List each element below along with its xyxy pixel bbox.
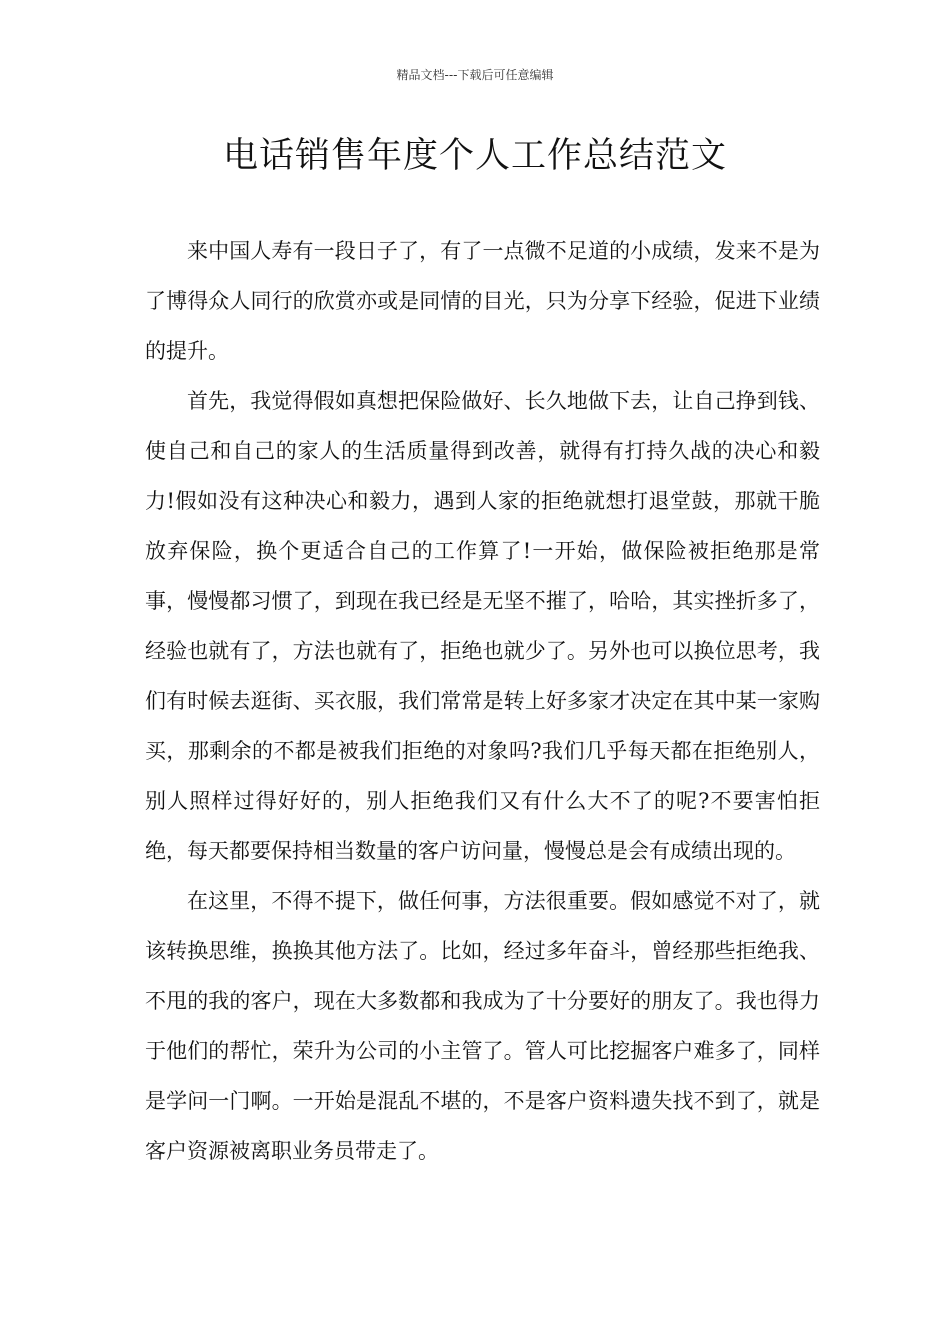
paragraph-3: 在这里，不得不提下，做任何事，方法很重要。假如感觉不对了，就该转换思维，换换其他方法了。比如，经过多年奋斗，曾经那些拒绝我、不甩的我的客户，现在大多数都和我成为了十分要好的朋友了。我也得力于他们的帮忙，荣升为公司的小主管了。管人可比挖掘客户难多了，同样是学问一门啊。一开始是混乱不堪的，不是客户资料遗失找不到了，就是客户资源被离职业务员带走了。 xyxy=(145,889,820,1163)
paragraph-1: 来中国人寿有一段日子了，有了一点微不足道的小成绩，发来不是为了博得众人同行的欣赏亦或是同情的目光，只为分享下经验，促进下业绩的提升。 xyxy=(145,239,820,363)
document-title: 电话销售年度个人工作总结范文 xyxy=(222,136,727,176)
header-note: 精品文档---下载后可任意编辑 xyxy=(396,68,554,82)
paragraph-2: 首先，我觉得假如真想把保险做好、长久地做下去，让自己挣到钱、使自己和自己的家人的生活质量得到改善，就得有打持久战的决心和毅力!假如没有这种决心和毅力，遇到人家的拒绝就想打退堂鼓，那就干脆放弃保险，换个更适合自己的工作算了!一开始，做保险被拒绝那是常事，慢慢都习惯了，到现在我已经是无坚不摧了，哈哈，其实挫折多了，经验也就有了，方法也就有了，拒绝也就少了。另外也可以换位思考，我们有时候去逛街、买衣服，我们常常是转上好多家才决定在其中某一家购买，那剩余的不都是被我们拒绝的对象吗?我们几乎每天都在拒绝别人，别人照样过得好好的，别人拒绝我们又有什么大不了的呢?不要害怕拒绝，每天都要保持相当数量的客户访问量，慢慢总是会有成绩出现的。 xyxy=(145,389,820,863)
document-body xyxy=(145,226,820,1176)
